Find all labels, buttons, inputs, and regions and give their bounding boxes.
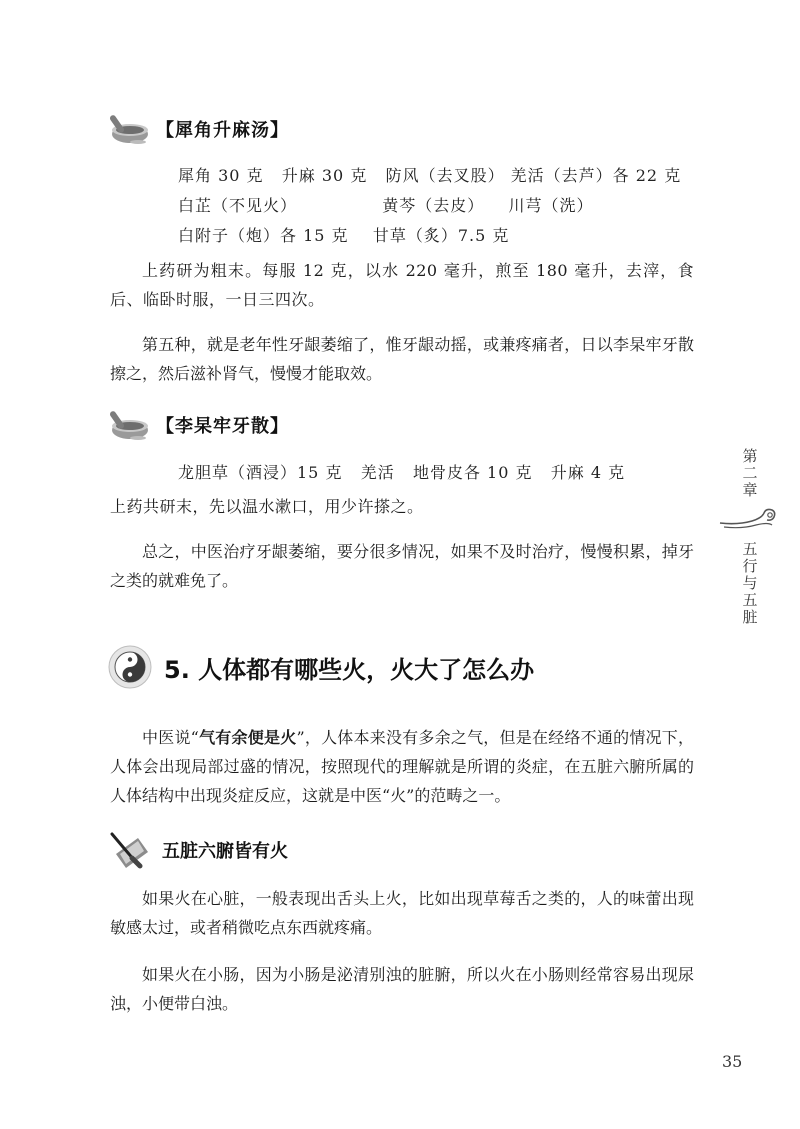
paragraph-intestine-fire: 如果火在小肠，因为小肠是泌清别浊的脏腑，所以火在小肠则经常容易出现尿浊，小便带白浊。 <box>110 965 694 1013</box>
herb-line-1: 犀角 30 克 升麻 30 克 防风（去叉股） 羌活（去芦）各 22 克 <box>178 166 682 185</box>
herb-line-laoya: 龙胆草（酒浸）15 克 羌活 地骨皮各 10 克 升麻 4 克 <box>178 463 626 482</box>
recipe2-method: 上药共研末，先以温水漱口，用少许搽之。 <box>110 497 424 516</box>
sub-heading <box>108 830 288 870</box>
intro-quote-bold: 气有余便是火 <box>198 728 297 747</box>
chapter-label: 第二章 <box>740 448 759 499</box>
intro-text-before: 中医说“ <box>142 728 199 747</box>
herb-line-3: 白附子（炮）各 15 克 甘草（炙）7.5 克 <box>178 226 510 245</box>
mortar-pestle-icon <box>108 112 152 146</box>
paragraph-heart-fire: 如果火在心脏，一般表现出舌头上火，比如出现草莓舌之类的，人的味蕾出现敏感太过，或者稍微吃点东西就疼痛。 <box>110 889 694 937</box>
page-number: 35 <box>722 1052 743 1071</box>
chapter-side-tab <box>722 448 778 626</box>
paragraph-fifth-type: 第五种，就是老年性牙龈萎缩了，惟牙龈动摇，或兼疼痛者，日以李杲牢牙散擦之，然后滋补肾气，慢慢才能取效。 <box>110 335 694 383</box>
yin-yang-icon <box>108 645 152 689</box>
recipe-title-text: 【李杲牢牙散】 <box>156 416 289 437</box>
section-heading <box>108 645 534 689</box>
recipe-title-xijiao <box>108 112 289 146</box>
recipe-title-text: 【犀角升麻汤】 <box>156 120 289 141</box>
paragraph-summary: 总之，中医治疗牙龈萎缩，要分很多情况，如果不及时治疗，慢慢积累，掉牙之类的就难免了。 <box>110 542 694 590</box>
intro-text-after: ”，人体本来没有多余之气，但是在经络不通的情况下，人体会出现局部过盛的情况，按照现代的理解就是所谓的炎症，在五脏六腑所属的人体结构中出现炎症反应，这就是中医“火”的范畴之一。 <box>110 728 694 805</box>
paragraph-intro <box>110 723 694 810</box>
chapter-topic: 五行与五脏 <box>740 541 759 626</box>
herb-line-2: 白芷（不见火） 黄芩（去皮） 川芎（洗） <box>178 196 594 215</box>
sub-heading-text: 五脏六腑皆有火 <box>162 841 288 862</box>
section-title: 5. 人体都有哪些火，火大了怎么办 <box>164 655 535 684</box>
recipe1-method: 上药研为粗末。每服 12 克，以水 220 毫升，煎至 180 毫升，去滓，食后、临卧时服，一日三四次。 <box>110 261 694 309</box>
mortar-pestle-icon <box>108 408 152 442</box>
cloud-ornament-icon <box>718 505 778 535</box>
recipe-title-laoya <box>108 408 289 442</box>
brush-inkstone-icon <box>108 830 156 870</box>
